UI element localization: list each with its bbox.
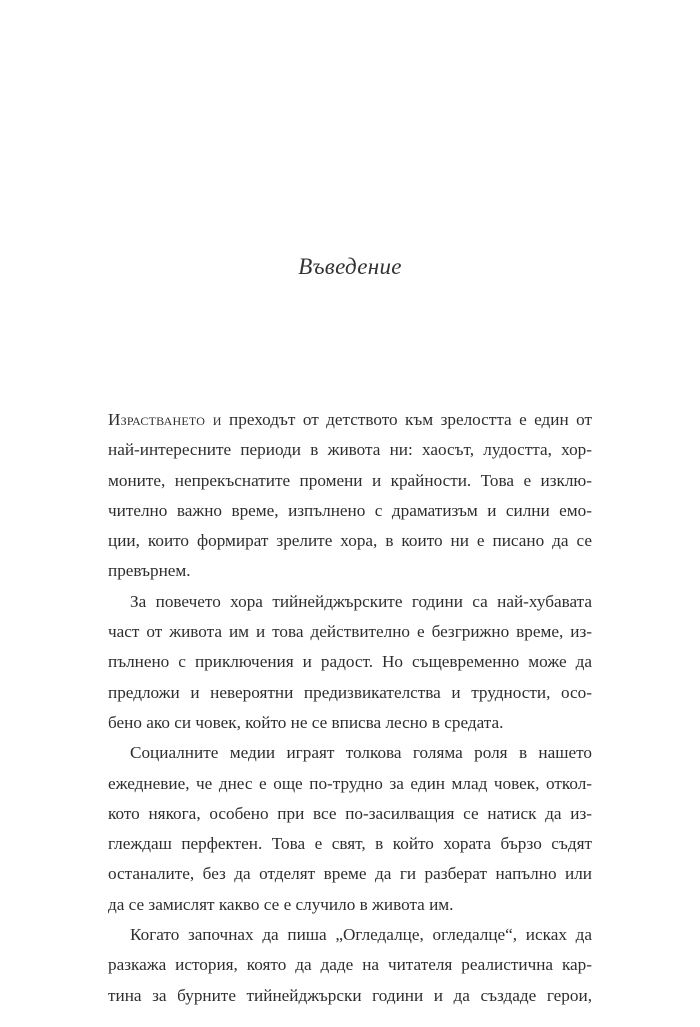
paragraph-1-line-1 xyxy=(108,405,592,435)
paragraph-2-line-2: част от живота им и това действително е безгрижно време, из- xyxy=(108,622,592,642)
paragraph-2-line-3: пълнено с приключения и радост. Но същевременно може да xyxy=(108,652,592,672)
paragraph-2-line-4: предложи и невероятни предизвикателства и трудности, осо- xyxy=(108,682,592,702)
paragraph-3-line-4: глеждаш перфектен. Това е свят, в който хората бързо съдят xyxy=(108,834,592,854)
paragraph-1-line-5: ции, които формират зрелите хора, в които ни е писано да се xyxy=(108,531,592,551)
paragraph-1-line-3: моните, непрекъснатите промени и крайности. Това е изклю- xyxy=(108,470,592,490)
paragraph-4-line-3: тина за бурните тийнейджърски години и да създаде герои, xyxy=(108,985,592,1005)
paragraph-2-line-5: бено ако си човек, който не се вписва лесно в средата. xyxy=(108,712,504,732)
paragraph-3-line-1: Социалните медии играят толкова голяма роля в нашето xyxy=(130,743,592,763)
paragraph-1-line-2: най-интересните периоди в живота ни: хаосът, лудостта, хор- xyxy=(108,440,592,460)
paragraph-3-line-5: останалите, без да отделят време да ги разберат напълно или xyxy=(108,864,592,884)
paragraph-1-line-1-rest: преходът от детството към зрелостта е един от xyxy=(221,410,592,429)
chapter-heading: Въведение xyxy=(298,254,402,279)
body-text xyxy=(108,405,592,1011)
paragraph-4-line-2: разкажа история, която да даде на читателя реалистична кар- xyxy=(108,955,592,975)
paragraph-3-line-2: ежедневие, че днес е още по-трудно за един млад човек, откол- xyxy=(108,773,592,793)
paragraph-1-line-6: превърнем. xyxy=(108,561,191,581)
paragraph-4-line-1: Когато започнах да пиша „Огледалце, огледалце“, исках да xyxy=(130,925,592,945)
paragraph-1-line-4: чително важно време, изпълнено с драматизъм и силни емо- xyxy=(108,500,592,520)
paragraph-1-lead-smallcaps: Израстването и xyxy=(108,410,222,429)
paragraph-3-line-6: да се замислят какво се е случило в живота им. xyxy=(108,894,454,914)
paragraph-3-line-3: кото някога, особено при все по-засилващия се натиск да из- xyxy=(108,803,592,823)
paragraph-2-line-1: За повечето хора тийнейджърските години са най-хубавата xyxy=(130,591,592,611)
